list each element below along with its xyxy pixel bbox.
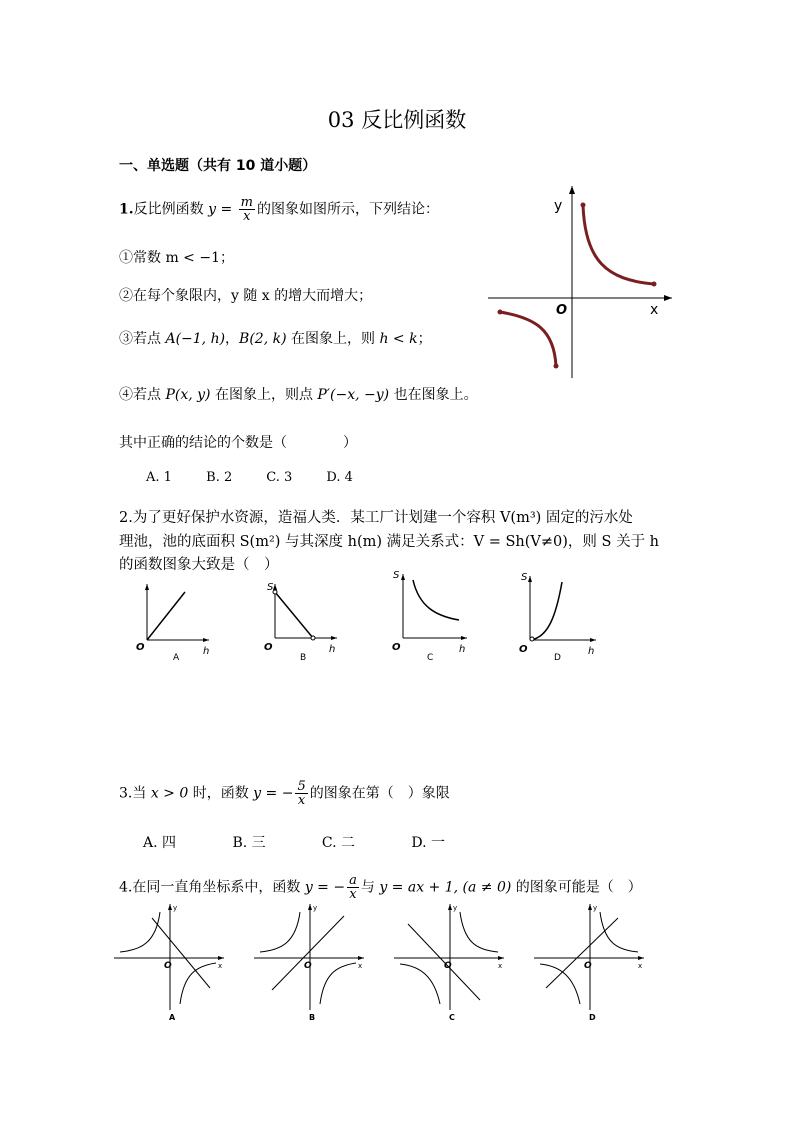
- q2-b-origin: O: [264, 642, 273, 653]
- q1-y-eq: y =: [208, 201, 233, 218]
- q2-graph-a[interactable]: [133, 578, 213, 664]
- q1-s3-end: ；: [417, 331, 432, 347]
- q2-b-x-arrow: [331, 636, 337, 640]
- q4-b-option-label: B: [309, 1013, 316, 1022]
- q1-s4-pre: ④若点: [119, 387, 166, 403]
- q2-graph-d[interactable]: [516, 566, 600, 664]
- q2-c-option-label: C: [427, 653, 434, 663]
- q4-b-origin: O: [304, 961, 312, 971]
- q1-point-p-prime: P′(−x, −y): [317, 387, 390, 403]
- q2-b-y-arrow: [273, 584, 277, 590]
- q4-b-curve-q4: [320, 963, 356, 1004]
- q1-s4-mid: 在图象上，则点: [210, 387, 318, 403]
- q4-b-y-label: y: [313, 904, 318, 912]
- q1-curve-q3-end: [554, 364, 559, 369]
- q1-option-d[interactable]: D. 4: [326, 470, 353, 485]
- q3-mid: 时，函数: [188, 785, 254, 802]
- q4-mid: 与: [360, 879, 380, 896]
- q4-c-origin: O: [444, 961, 452, 971]
- q3-fraction: [295, 780, 307, 807]
- q4-a-curve-q4: [180, 963, 216, 1004]
- q4-c-x-arrow: [498, 956, 504, 960]
- q4-y-eq: y = −: [304, 879, 346, 896]
- q2-a-y-arrow: [145, 584, 149, 590]
- q1-x-label: x: [650, 302, 659, 318]
- q3-y-eq: y = −: [253, 785, 294, 802]
- q4-d-x-arrow: [638, 956, 644, 960]
- q4-b-y-arrow: [308, 904, 312, 910]
- q3-stem: [119, 780, 450, 807]
- q2-c-x-arrow: [461, 636, 467, 640]
- q4-c-option-label: C: [449, 1013, 455, 1022]
- q1-y-arrow: [569, 186, 575, 194]
- q4-d-curve-q3: [540, 964, 580, 1004]
- page-title: 03 反比例函数: [327, 108, 467, 132]
- q4-a-y-arrow: [168, 904, 172, 910]
- q3-option-a[interactable]: A. 四: [143, 835, 177, 851]
- q2-b-option-label: B: [300, 653, 307, 663]
- q4-c-curve-q1: [460, 912, 498, 952]
- q1-option-b[interactable]: B. 2: [206, 470, 233, 485]
- q3-post: 的图象在第（ ）象限: [309, 785, 450, 802]
- q4-graph-d[interactable]: [532, 900, 648, 1025]
- q1-origin-label: O: [556, 303, 568, 318]
- q4-d-x-label: x: [638, 962, 643, 970]
- section-heading: 一、单选题（共有 10 道小题）: [119, 158, 317, 174]
- q4-b-line: [272, 916, 344, 990]
- q4-d-y-label: y: [593, 904, 598, 912]
- q1-fraction: [239, 196, 255, 223]
- q3-option-d[interactable]: D. 一: [411, 835, 445, 851]
- q1-statement-4: [119, 384, 478, 404]
- q4-b-x-label: x: [358, 962, 363, 970]
- q1-curve-q1: [583, 205, 654, 284]
- q1-statement-3: [119, 328, 432, 348]
- q4-stem: [119, 874, 642, 901]
- q3-option-b[interactable]: B. 三: [232, 835, 266, 851]
- q2-d-open-point: [530, 637, 534, 641]
- q4-a-origin: O: [164, 961, 172, 971]
- q1-text-post: 的图象如图所示，下列结论：: [256, 201, 439, 218]
- q4-d-curve-q1: [600, 912, 638, 952]
- q2-d-option-label: D: [554, 653, 561, 663]
- q1-curve-q1-end: [652, 282, 657, 287]
- q1-curve-q3-end: [498, 310, 503, 315]
- q4-b-x-arrow: [358, 956, 364, 960]
- q2-b-open-point-top: [273, 590, 277, 594]
- q2-b-y-label: S: [267, 582, 274, 593]
- q2-a-x-label: h: [203, 646, 210, 657]
- q1-s3-compare: h < k: [379, 331, 418, 347]
- q2-c-curve: [413, 580, 459, 620]
- q4-c-x-label: x: [498, 962, 503, 970]
- q4-d-line: [546, 918, 618, 988]
- q4-d-option-label: D: [589, 1013, 596, 1022]
- q1-s3-mid: ，: [225, 331, 240, 347]
- q1-point-p: P(x, y): [165, 387, 211, 403]
- q2-graph-b[interactable]: [261, 578, 341, 664]
- q4-graph-c[interactable]: [392, 900, 508, 1025]
- q4-a-x-label: x: [218, 962, 223, 970]
- q4-c-y-arrow: [448, 904, 452, 910]
- q1-text-pre: 反比例函数: [133, 201, 204, 218]
- q1-point-a: A(−1, h): [165, 331, 226, 347]
- q2-d-x-arrow: [590, 638, 596, 642]
- q2-b-line: [275, 592, 313, 638]
- q2-a-origin: O: [136, 642, 145, 653]
- q4-d-origin: O: [584, 961, 592, 971]
- q2-a-line: [147, 592, 185, 640]
- q4-a-x-arrow: [218, 956, 224, 960]
- q3-options: [143, 832, 496, 852]
- q2-a-x-arrow: [203, 638, 209, 642]
- q4-c-y-label: y: [453, 904, 458, 912]
- q1-s3-pre: ③若点: [119, 331, 166, 347]
- q2-d-y-arrow: [528, 576, 532, 582]
- q2-d-x-label: h: [588, 646, 595, 657]
- q1-statement-1: ①常数 m < −1；: [119, 250, 234, 266]
- q1-frac-den: x: [243, 209, 251, 224]
- q2-d-y-label: S: [521, 572, 528, 583]
- q1-stem: [119, 196, 439, 223]
- q1-option-c[interactable]: C. 3: [266, 470, 293, 485]
- q1-statement-2: ②在每个象限内，y 随 x 的增大而增大；: [119, 288, 373, 304]
- q3-option-c[interactable]: C. 二: [321, 835, 356, 851]
- q2-b-open-point-bottom: [311, 636, 315, 640]
- q1-s3-post: 在图象上，则: [286, 331, 380, 347]
- q1-x-arrow: [664, 295, 672, 301]
- q2-c-origin: O: [392, 642, 401, 653]
- q2-b-x-label: h: [329, 644, 336, 655]
- q2-line-2: 理池，池的底面积 S(m²) 与其深度 h(m) 满足关系式：V = Sh(V≠0)，则 S 关于 h: [119, 534, 660, 550]
- q1-point-b: B(2, k): [239, 331, 287, 347]
- q2-line-3: 的函数图象大致是（ ）: [119, 557, 279, 573]
- q4-a-line: [152, 918, 210, 988]
- q1-frac-num: m: [240, 195, 253, 210]
- q4-a-curve-q2: [120, 912, 160, 952]
- q4-a-option-label: A: [169, 1013, 176, 1022]
- q4-frac-num: a: [349, 873, 357, 888]
- q1-y-label: y: [554, 198, 563, 214]
- q1-graph: [486, 180, 678, 384]
- q2-c-y-arrow: [401, 574, 405, 580]
- q3-frac-den: x: [297, 793, 306, 808]
- q3-pre: 3.当: [119, 785, 151, 802]
- q2-d-origin: O: [519, 644, 528, 655]
- q4-post: 的图象可能是（ ）: [511, 879, 642, 896]
- q4-fraction: [347, 874, 359, 901]
- q4-b-curve-q2: [260, 912, 300, 952]
- q1-number: 1.: [119, 201, 134, 218]
- q1-curve-q1-end: [581, 203, 586, 208]
- q2-a-option-label: A: [173, 653, 180, 663]
- q1-options: [146, 470, 382, 485]
- q1-curve-q3: [500, 312, 556, 366]
- q4-frac-den: x: [349, 887, 357, 902]
- q4-graph-a[interactable]: [112, 900, 228, 1025]
- q2-line-1: 2.为了更好保护水资源，造福人类．某工厂计划建一个容积 V(m³) 固定的污水处: [119, 510, 633, 526]
- q2-c-y-label: S: [393, 570, 400, 581]
- q3-frac-num: 5: [297, 779, 306, 794]
- q1-s4-post: 也在图象上。: [389, 387, 478, 403]
- q4-eq2: y = ax + 1, (a ≠ 0): [379, 879, 512, 896]
- q2-c-x-label: h: [459, 644, 466, 655]
- q4-c-curve-q3: [400, 964, 440, 1004]
- q2-d-curve: [530, 582, 562, 640]
- q4-graph-b[interactable]: [252, 900, 368, 1025]
- q4-a-y-label: y: [173, 904, 178, 912]
- q1-option-a[interactable]: A. 1: [146, 470, 172, 485]
- q1-ask: 其中正确的结论的个数是（ ）: [119, 435, 357, 451]
- q3-condition: x > 0: [150, 785, 189, 802]
- q4-d-y-arrow: [588, 904, 592, 910]
- q4-pre: 4.在同一直角坐标系中，函数: [119, 879, 305, 896]
- q2-graph-c[interactable]: [389, 566, 471, 664]
